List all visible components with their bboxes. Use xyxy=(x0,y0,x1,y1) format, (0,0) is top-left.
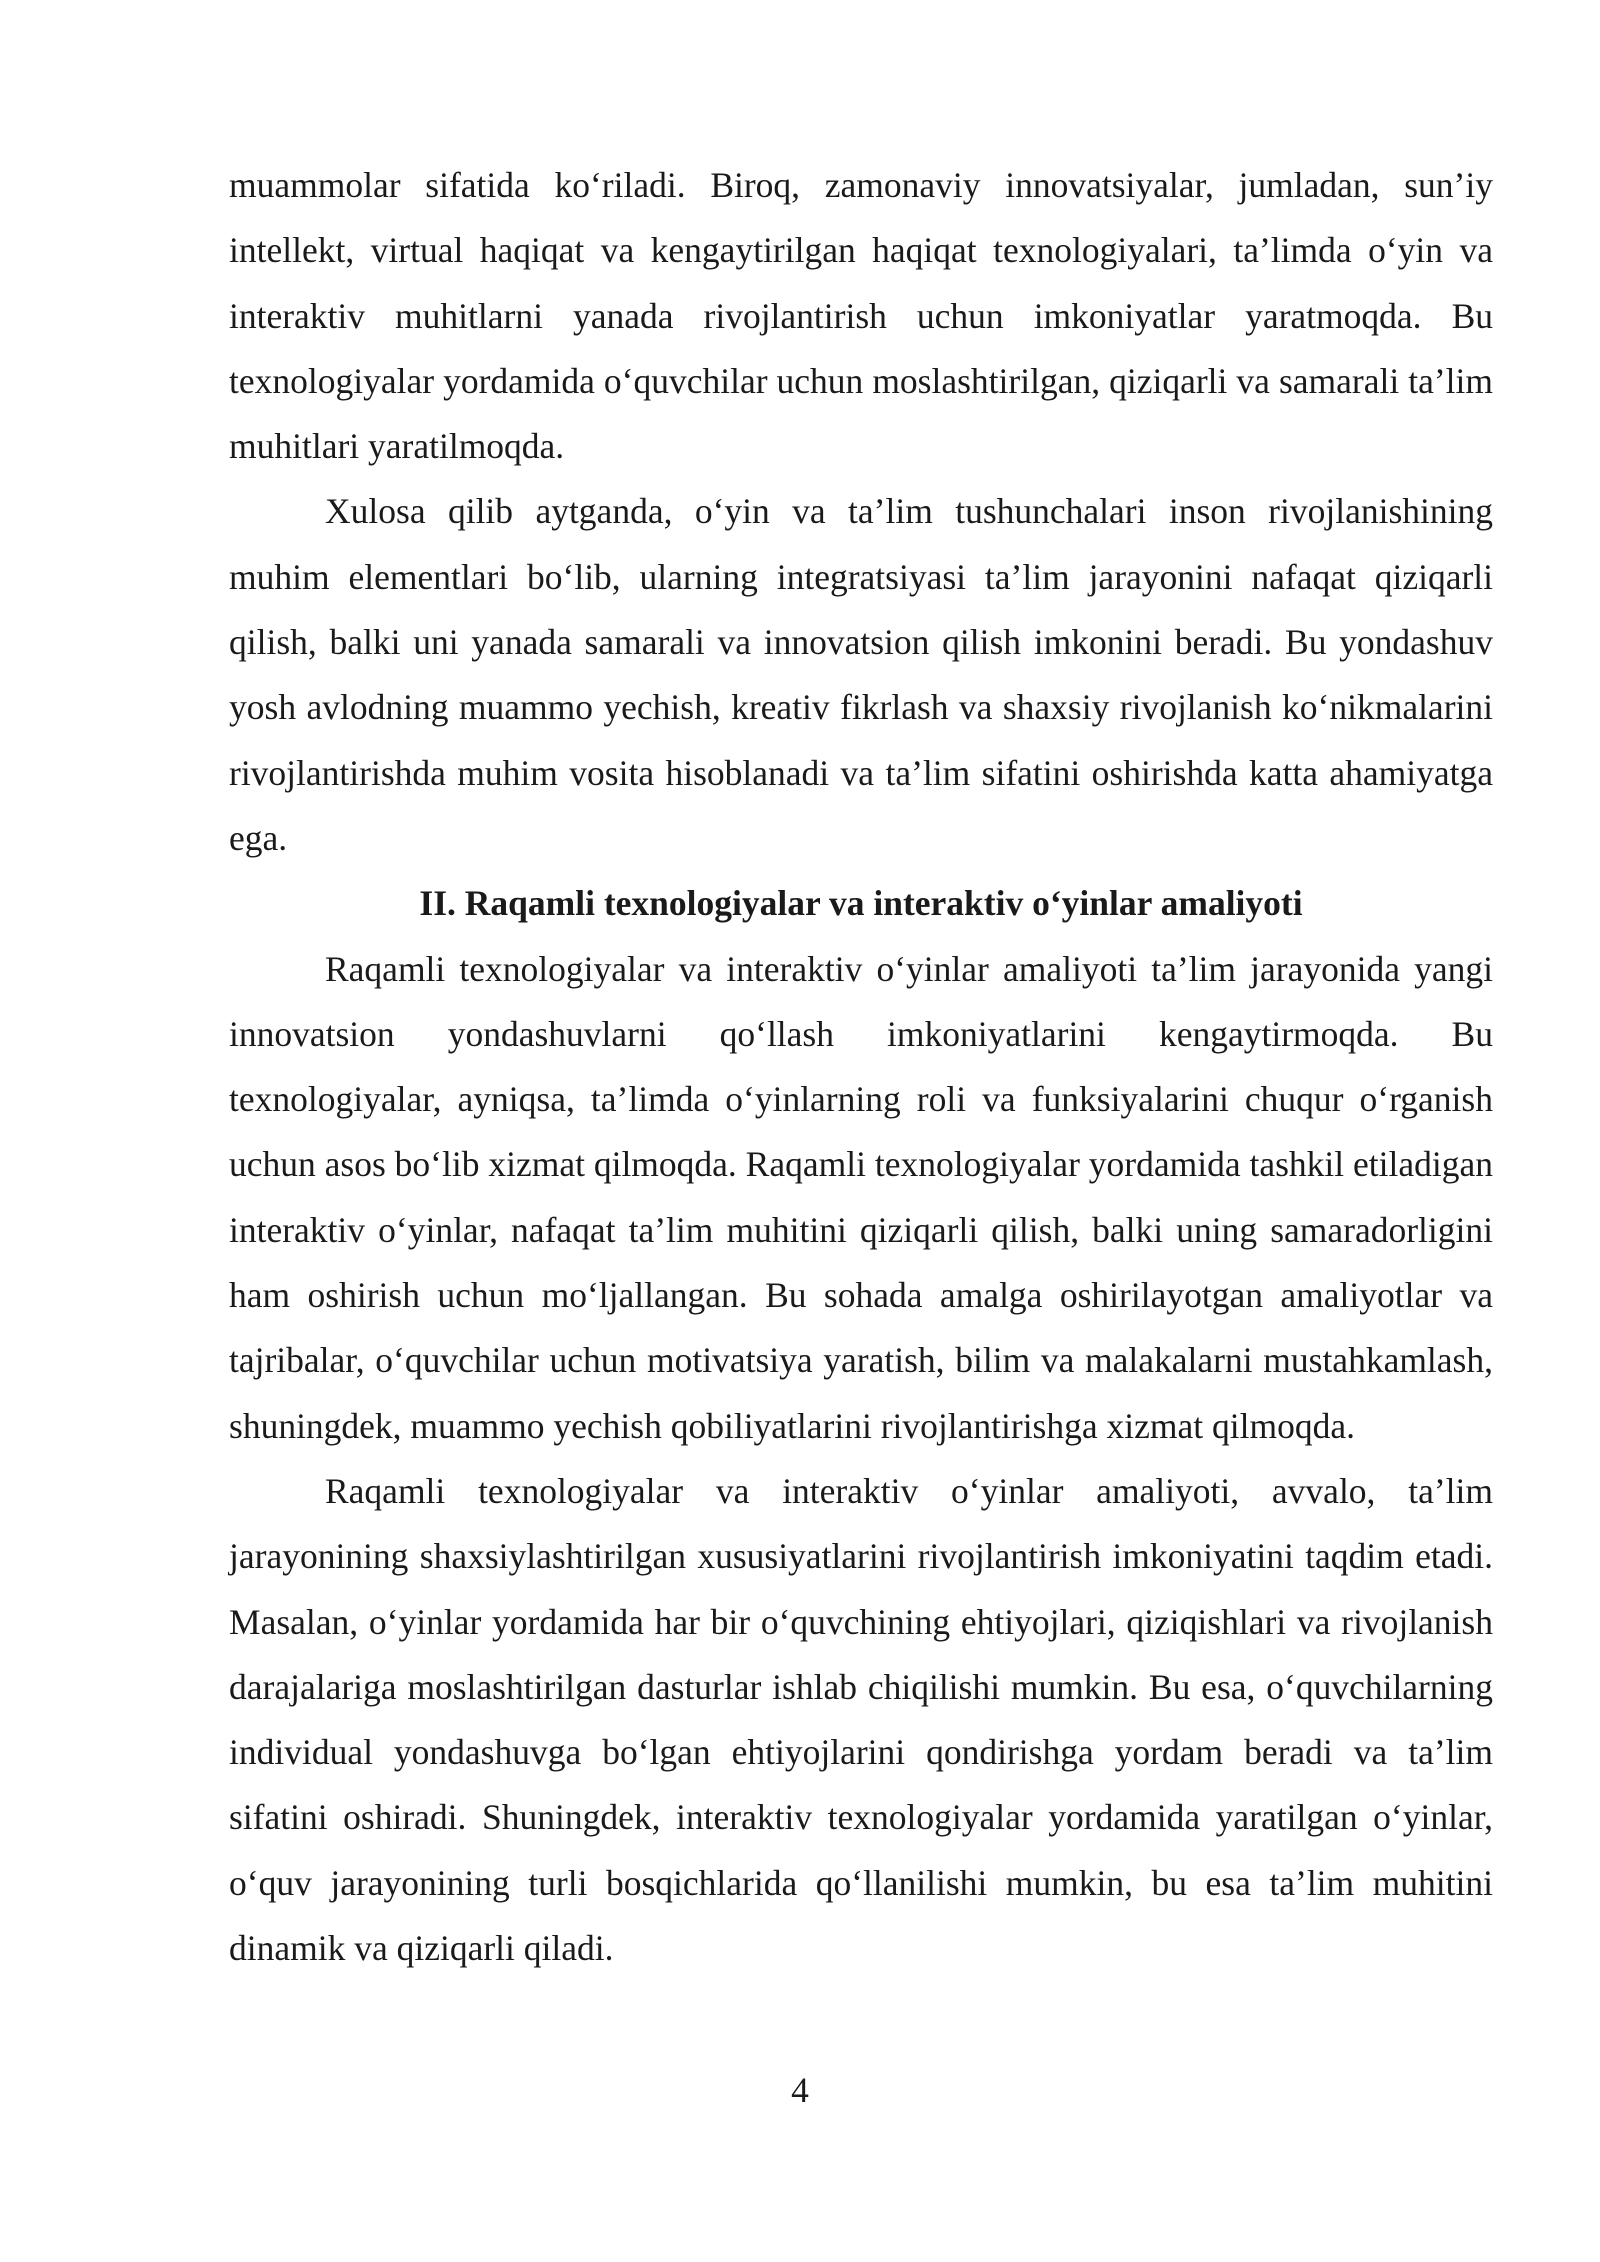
paragraph-continuation: muammolar sifatida ko‘riladi. Biroq, zamonaviy innovatsiyalar, jumladan, sun’iy intellekt, virtual haqiqat va kengaytirilgan haqiqat texnologiyalari, ta’limda o‘yin va interaktiv muhitlarni yanada rivojlantirish uchun imkoniyatlar yaratmoqda. Bu texnologiyalar yordamida o‘quvchilar uchun moslashtirilgan, qiziqarli va samarali ta’lim muhitlari yaratilmoqda. xyxy=(229,165,1493,467)
paragraph-personalization: Raqamli texnologiyalar va interaktiv o‘yinlar amaliyoti, avvalo, ta’lim jarayonining shaxsiylashtirilgan xususiyatlarini rivojlantirish imkoniyatini taqdim etadi. Masalan, o‘yinlar yordamida har bir o‘quvchining ehtiyojlari, qiziqishlari va rivojlanish darajalariga moslashtirilgan dasturlar ishlab chiqilishi mumkin. Bu esa, o‘quvchilarning individual yondashuvga bo‘lgan ehtiyojlarini qondirishga yordam beradi va ta’lim sifatini oshiradi. Shuningdek, interaktiv texnologiyalar yordamida yaratilgan o‘yinlar, o‘quv jarayonining turli bosqichlarida qo‘llanilishi mumkin, bu esa ta’lim muhitini dinamik va qiziqarli qiladi. xyxy=(229,1470,1493,1969)
paragraph-section-intro: Raqamli texnologiyalar va interaktiv o‘yinlar amaliyoti ta’lim jarayonida yangi innovatsion yondashuvlarni qo‘llash imkoniyatlarini kengaytirmoqda. Bu texnologiyalar, ayniqsa, ta’limda o‘yinlarning roli va funksiyalarini chuqur o‘rganish uchun asos bo‘lib xizmat qilmoqda. Raqamli texnologiyalar yordamida tashkil etiladigan interaktiv o‘yinlar, nafaqat ta’lim muhitini qiziqarli qilish, balki uning samaradorligini ham oshirish uchun mo‘ljallangan. Bu sohada amalga oshirilayotgan amaliyotlar va tajribalar, o‘quvchilar uchun motivatsiya yaratish, bilim va malakalarni mustahkamlash, shuningdek, muammo yechish qobiliyatlarini rivojlantirishga xizmat qilmoqda. xyxy=(229,948,1493,1446)
section-heading: II. Raqamli texnologiyalar va interaktiv o‘yinlar amaliyoti xyxy=(419,883,1303,924)
page-body xyxy=(229,153,1493,1981)
page-number: 4 xyxy=(791,2070,809,2110)
paragraph-conclusion: Xulosa qilib aytganda, o‘yin va ta’lim tushunchalari inson rivojlanishining muhim elementlari bo‘lib, ularning integratsiyasi ta’lim jarayonini nafaqat qiziqarli qilish, balki uni yanada samarali va innovatsion qilish imkonini beradi. Bu yondashuv yosh avlodning muammo yechish, kreativ fikrlash va shaxsiy rivojlanish ko‘nikmalarini rivojlantirishda muhim vosita hisoblanadi va ta’lim sifatini oshirishda katta ahamiyatga ega. xyxy=(229,491,1493,858)
